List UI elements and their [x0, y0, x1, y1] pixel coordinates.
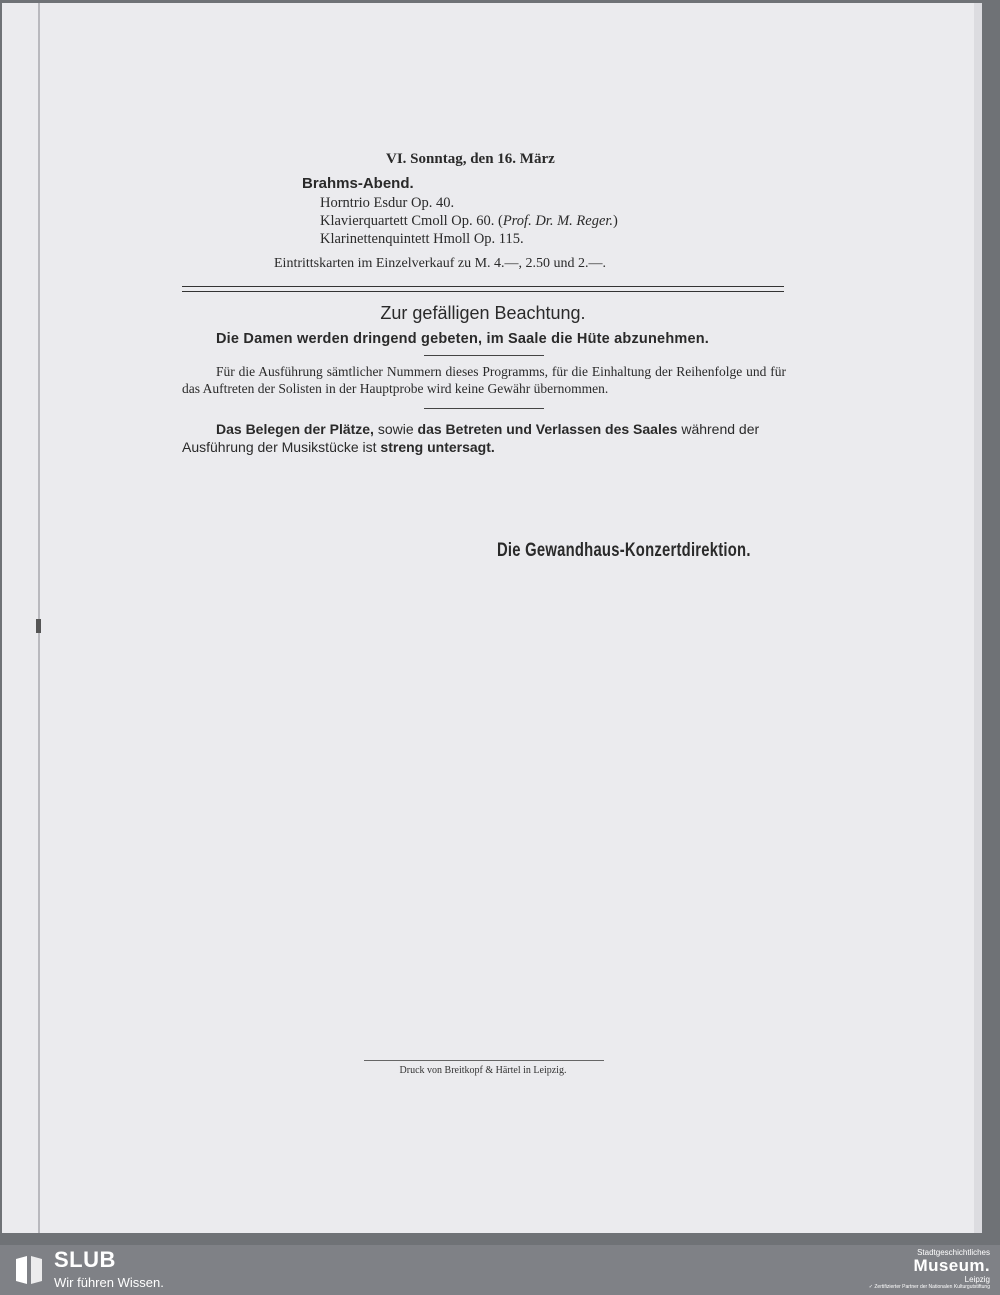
- printer-imprint: Druck von Breitkopf & Härtel in Leipzig.: [399, 1065, 567, 1076]
- museum-city: Leipzig: [964, 1275, 990, 1284]
- piece-text: Klavierquartett Cmoll Op. 60. (: [320, 213, 503, 229]
- fold-line: [38, 3, 40, 1233]
- program-piece: Klarinettenquintett Hmoll Op. 115.: [320, 231, 524, 247]
- program-title: Brahms-Abend.: [302, 175, 414, 192]
- museum-note: ✓ Zertifizierter Partner der Nationalen Kulturgutstiftung: [868, 1284, 990, 1290]
- seating-text-4: während der Ausführung der Musikstücke ist: [182, 421, 760, 455]
- slub-book-icon[interactable]: [12, 1253, 46, 1287]
- notice-hats: Die Damen werden dringend gebeten, im Saale die Hüte abzunehmen.: [216, 331, 710, 347]
- museum-logo[interactable]: [869, 1248, 990, 1290]
- notice-title: Zur gefälligen Beachtung.: [380, 303, 586, 323]
- museum-prefix: Stadtgeschichtliches: [917, 1248, 990, 1257]
- program-piece: Horntrio Esdur Op. 40.: [320, 195, 455, 211]
- divider-rule: [424, 355, 544, 356]
- paper-edge: [974, 3, 982, 1233]
- ticket-prices: Eintrittskarten im Einzelverkauf zu M. 4.—, 2.50 und 2.—.: [274, 256, 607, 271]
- seating-bold-1: Das Belegen der Plätze,: [216, 421, 374, 437]
- slub-tagline: Wir führen Wissen.: [54, 1275, 164, 1290]
- piece-close: ): [613, 213, 618, 229]
- printer-rule: [364, 1060, 604, 1061]
- paper-sheet: [2, 3, 982, 1233]
- signature: Die Gewandhaus-Konzertdirektion.: [497, 540, 751, 561]
- seating-paragraph: [182, 420, 788, 456]
- slub-name[interactable]: SLUB: [54, 1247, 116, 1272]
- program-piece: [320, 213, 618, 230]
- concert-heading: VI. Sonntag, den 16. März: [386, 151, 555, 167]
- double-rule: [182, 286, 784, 292]
- seating-text-2: sowie: [373, 421, 418, 437]
- museum-name: Museum.: [913, 1256, 990, 1275]
- viewer-footer: [0, 1245, 1000, 1295]
- divider-rule: [424, 408, 544, 409]
- performer-name: Prof. Dr. M. Reger.: [502, 213, 614, 229]
- liability-paragraph: Für die Ausführung sämtlicher Nummern dieses Programms, für die Einhaltung der Reihenfolge und für das Auftreten der Solisten in der Hauptprobe wird keine Gewähr übernommen.: [182, 364, 786, 396]
- fold-mark: [36, 619, 41, 633]
- seating-bold-3: das Betreten und Verlassen des Saales: [417, 421, 678, 437]
- seating-bold-5: streng untersagt.: [380, 439, 495, 455]
